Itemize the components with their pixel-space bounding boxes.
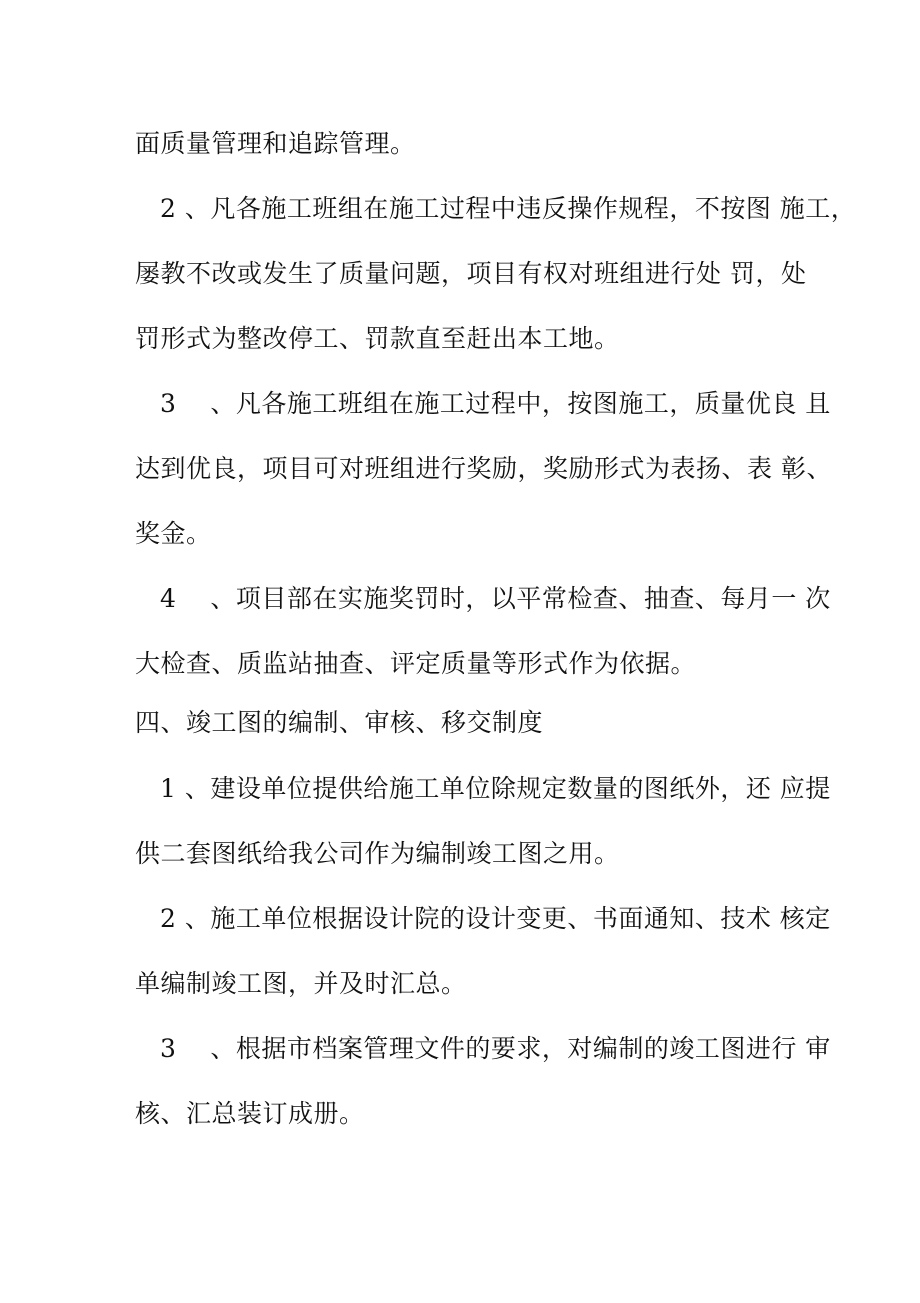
text-line-4: 罚形式为整改停工、罚款直至赶出本工地。 — [135, 324, 620, 353]
text-line-13: 2 、施工单位根据设计院的设计变更、书面通知、技术 核定 — [160, 904, 831, 933]
text-line-15: 3 、根据市档案管理文件的要求，对编制的竣工图进行 审 — [160, 1034, 831, 1063]
text-line-16: 核、汇总装订成册。 — [135, 1099, 365, 1128]
section-heading: 四、竣工图的编制、审核、移交制度 — [135, 708, 544, 737]
text-line-8: 4 、项目部在实施奖罚时，以平常检查、抽查、每月一 次 — [160, 584, 831, 613]
text-line-12: 供二套图纸给我公司作为编制竣工图之用。 — [135, 839, 620, 868]
text-line-3: 屡教不改或发生了质量问题，项目有权对班组进行处 罚，处 — [135, 259, 807, 288]
text-line-14: 单编制竣工图，并及时汇总。 — [135, 969, 467, 998]
text-line-11: 1 、建设单位提供给施工单位除规定数量的图纸外，还 应提 — [160, 774, 831, 803]
text-line-6: 达到优良，项目可对班组进行奖励，奖励形式为表扬、表 彰、 — [135, 454, 832, 483]
text-line-5: 3 、凡各施工班组在施工过程中，按图施工，质量优良 且 — [160, 389, 831, 418]
text-line-2: 2 、凡各施工班组在施工过程中违反操作规程，不按图 施工， — [160, 194, 857, 223]
text-line-9: 大检查、质监站抽查、评定质量等形式作为依据。 — [135, 649, 697, 678]
text-line-7: 奖金。 — [135, 519, 212, 548]
text-line-1: 面质量管理和追踪管理。 — [135, 129, 416, 158]
